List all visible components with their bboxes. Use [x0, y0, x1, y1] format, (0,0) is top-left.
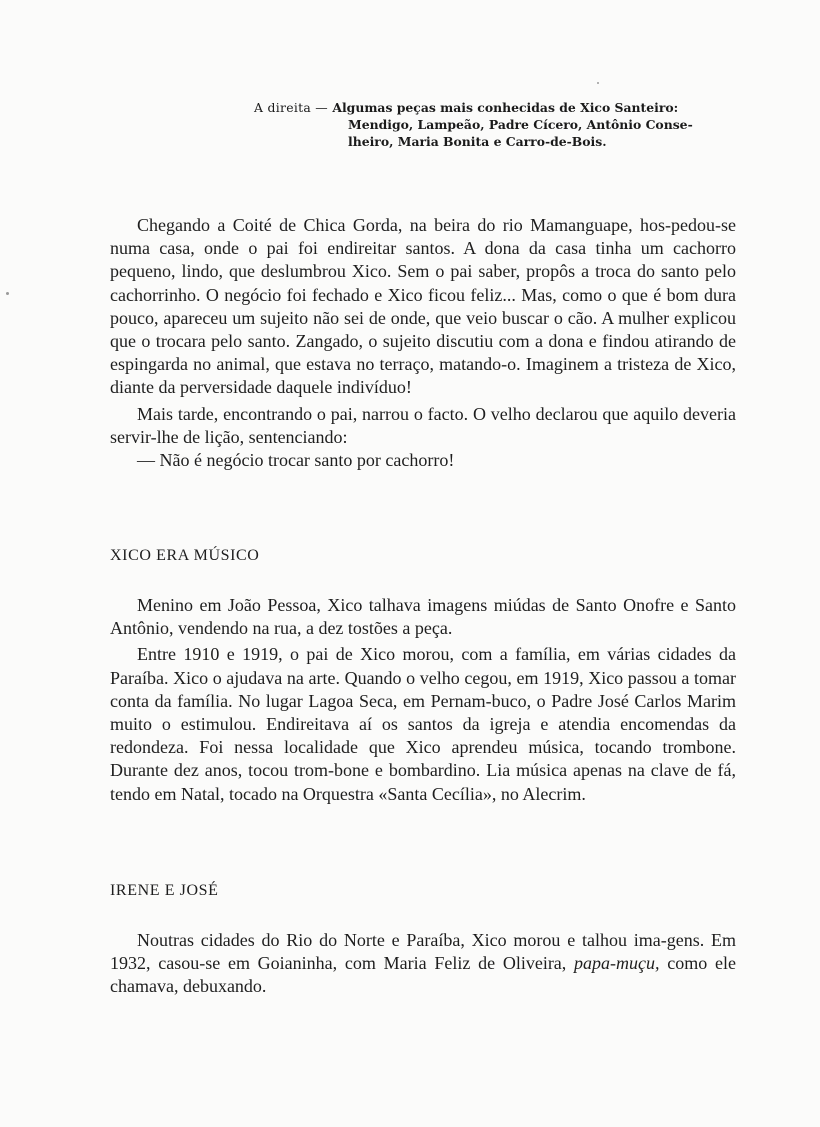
paragraph-text: Noutras cidades do Rio do Norte e Paraíba, Xico morou e talhou ima-gens. Em 1932, casou-se em Goianinha, com Maria Feliz de Oliveira,	[110, 930, 736, 974]
paragraph-text: como ele chamava, debuxando.	[110, 953, 736, 997]
section-1-body	[110, 214, 736, 472]
section-heading: XICO ERA MÚSICO	[110, 547, 260, 564]
paragraph: Mais tarde, encontrando o pai, narrou o facto. O velho declarou que aquilo deveria servir-lhe de lição, sentenciando:	[110, 403, 736, 447]
paper-speck	[6, 292, 9, 295]
paper-speck	[597, 82, 599, 84]
paragraph: Menino em João Pessoa, Xico talhava imagens miúdas de Santo Onofre e Santo Antônio, vendendo na rua, a dez tostões a peça.	[110, 595, 736, 639]
section-3-body	[110, 929, 736, 999]
figure-caption	[254, 99, 754, 150]
paragraph: Chegando a Coité de Chica Gorda, na beira do rio Mamanguape, hos-pedou-se numa casa, onde o pai foi endireitar santos. A dona da casa tinha um cachorro pequeno, lindo, que deslumbrou Xico. Sem o pai saber, propôs a troca do santo pelo cachorrinho. O negócio foi fechado e Xico ficou feliz... Mas, como o que é bom dura pouco, apareceu um sujeito não sei de onde, que veio buscar o cão. A mulher explicou que o trocara pelo santo. Zangado, o sujeito discutiu com a dona e findou atirando de espingarda no animal, que estava no terraço, matando-o. Imaginem a tristeza de Xico, diante da perversidade daquele indivíduo!	[110, 215, 736, 398]
section-heading: IRENE E JOSÉ	[110, 882, 219, 899]
italic-term: papa-muçu,	[574, 953, 660, 974]
caption-line-3: lheiro, Maria Bonita e Carro-de-Bois.	[348, 134, 607, 149]
caption-line-1: Algumas peças mais conhecidas de Xico Santeiro:	[332, 100, 679, 115]
caption-line-2: Mendigo, Lampeão, Padre Cícero, Antônio Conse-	[348, 117, 693, 132]
paragraph	[110, 929, 736, 999]
quoted-saying: — Não é negócio trocar santo por cachorro!	[137, 450, 455, 471]
caption-lead: A direita —	[254, 100, 328, 115]
paragraph: Entre 1910 e 1919, o pai de Xico morou, com a família, em várias cidades da Paraíba. Xico o ajudava na arte. Quando o velho cegou, em 1919, Xico passou a tomar conta da família. No lugar Lagoa Seca, em Pernam-buco, o Padre José Carlos Marim muito o estimulou. Endireitava aí os santos da igreja e atendia encomendas da redondeza. Foi nessa localidade que Xico aprendeu música, tocando trombone. Durante dez anos, tocou trom-bone e bombardino. Lia música apenas na clave de fá, tendo em Natal, tocado na Orquestra «Santa Cecília», no Alecrim.	[110, 644, 736, 804]
section-2-body	[110, 594, 736, 806]
